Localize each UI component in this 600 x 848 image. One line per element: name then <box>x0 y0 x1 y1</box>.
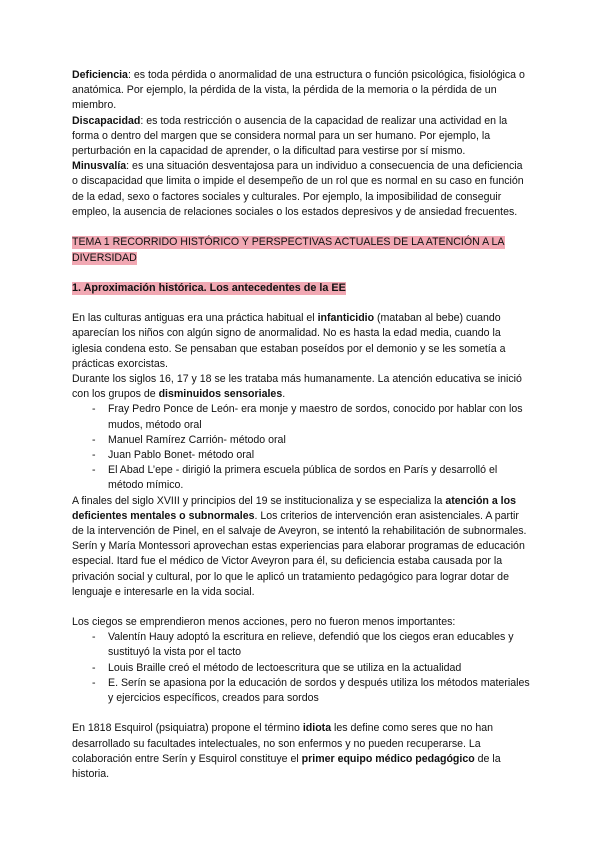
paragraph-siglo-xviii: A finales del siglo XVIII y principios del 19 se institucionaliza y se especializa la atención a los deficientes mentales o subnormales. Los criterios de intervención eran asistenciales. A partir de la intervención de Pinel, en el salvaje de Aveyron, se intentó la rehabilitación de subnormales. Serín y María Montessori aprovechan estas experiencias para elaborar programas de educación especial. Itard fue el médico de Victor Aveyron para él, su deficiencia estaba causada por la privación social y cultural, por lo que le aplicó un tratamiento pedagógico para lograr dotar de lenguaje e interesarle en la vida social. <box>72 494 527 598</box>
document-page <box>72 68 530 782</box>
list-ciegos <box>72 630 530 706</box>
list-item: - Louis Braille creó el método de lectoescritura que se utiliza en la actualidad <box>82 661 530 676</box>
definition-deficiencia: Deficiencia: es toda pérdida o anormalidad de una estructura o función psicológica, fisiológica o anatómica. Por ejemplo, la pérdida de la vista, la pérdida de la memoria o la pérdida de un miembro. <box>72 69 525 112</box>
list-sordos <box>72 402 530 493</box>
list-item: - Manuel Ramírez Carrión- método oral <box>82 433 530 448</box>
paragraph-esquirol: En 1818 Esquirol (psiquiatra) propone el término idiota les define como seres que no han desarrollado su facultades intelectuales, no son enfermos y no pueden recuperarse. La colaboración entre Serín y Esquirol constituye el primer equipo médico pedagógico de la historia. <box>72 722 501 780</box>
list-item: - Juan Pablo Bonet- método oral <box>82 448 530 463</box>
list-item: - Fray Pedro Ponce de León- era monje y maestro de sordos, conocido por hablar con los mudos, método oral <box>82 402 530 432</box>
theme-title: TEMA 1 RECORRIDO HISTÓRICO Y PERSPECTIVAS ACTUALES DE LA ATENCIÓN A LA DIVERSIDAD <box>72 236 505 264</box>
definition-discapacidad: Discapacidad: es toda restricción o ausencia de la capacidad de realizar una actividad en la forma o dentro del margen que se considera normal para un ser humano. Por ejemplo, la perturbación en la capacidad de aprender, o la dificultad para vestirse por sí mismo. <box>72 114 508 158</box>
section-title: 1. Aproximación histórica. Los antecedentes de la EE <box>72 282 346 295</box>
paragraph-culturas-antiguas: En las culturas antiguas era una práctica habitual el infanticidio (mataban al bebe) cuando aparecían los niños con algún signo de anormalidad. No es hasta la edad media, cuando la iglesia condena esto. Se pensaban que estaban poseídos por el demonio y se les sometía a prácticas exorcistas. <box>72 312 506 370</box>
definition-minusvalia: Minusvalía: es una situación desventajosa para un individuo a consecuencia de una deficiencia o discapacidad que limita o impide el desempeño de un rol que es normal en su caso en función de la edad, sexo o factores sociales y culturales. Por ejemplo, la imposibilidad de conseguir empleo, la ausencia de relaciones sociales o los estados depresivos y de ansiedad frecuentes. <box>72 160 524 218</box>
list-item: - El Abad L’epe - dirigió la primera escuela pública de sordos en París y desarrolló el método mímico. <box>82 463 530 493</box>
paragraph-siglos: Durante los siglos 16, 17 y 18 se les trataba más humanamente. La atención educativa se inició con los grupos de disminuidos sensoriales. <box>72 373 522 401</box>
paragraph-ciegos: Los ciegos se emprendieron menos acciones, pero no fueron menos importantes: <box>72 616 456 629</box>
list-item: - Valentín Hauy adoptó la escritura en relieve, defendió que los ciegos eran educables y sustituyó la vista por el tacto <box>82 630 530 660</box>
list-item: - E. Serín se apasiona por la educación de sordos y después utiliza los métodos materiales y ejercicios específicos, creados para sordos <box>82 676 530 706</box>
